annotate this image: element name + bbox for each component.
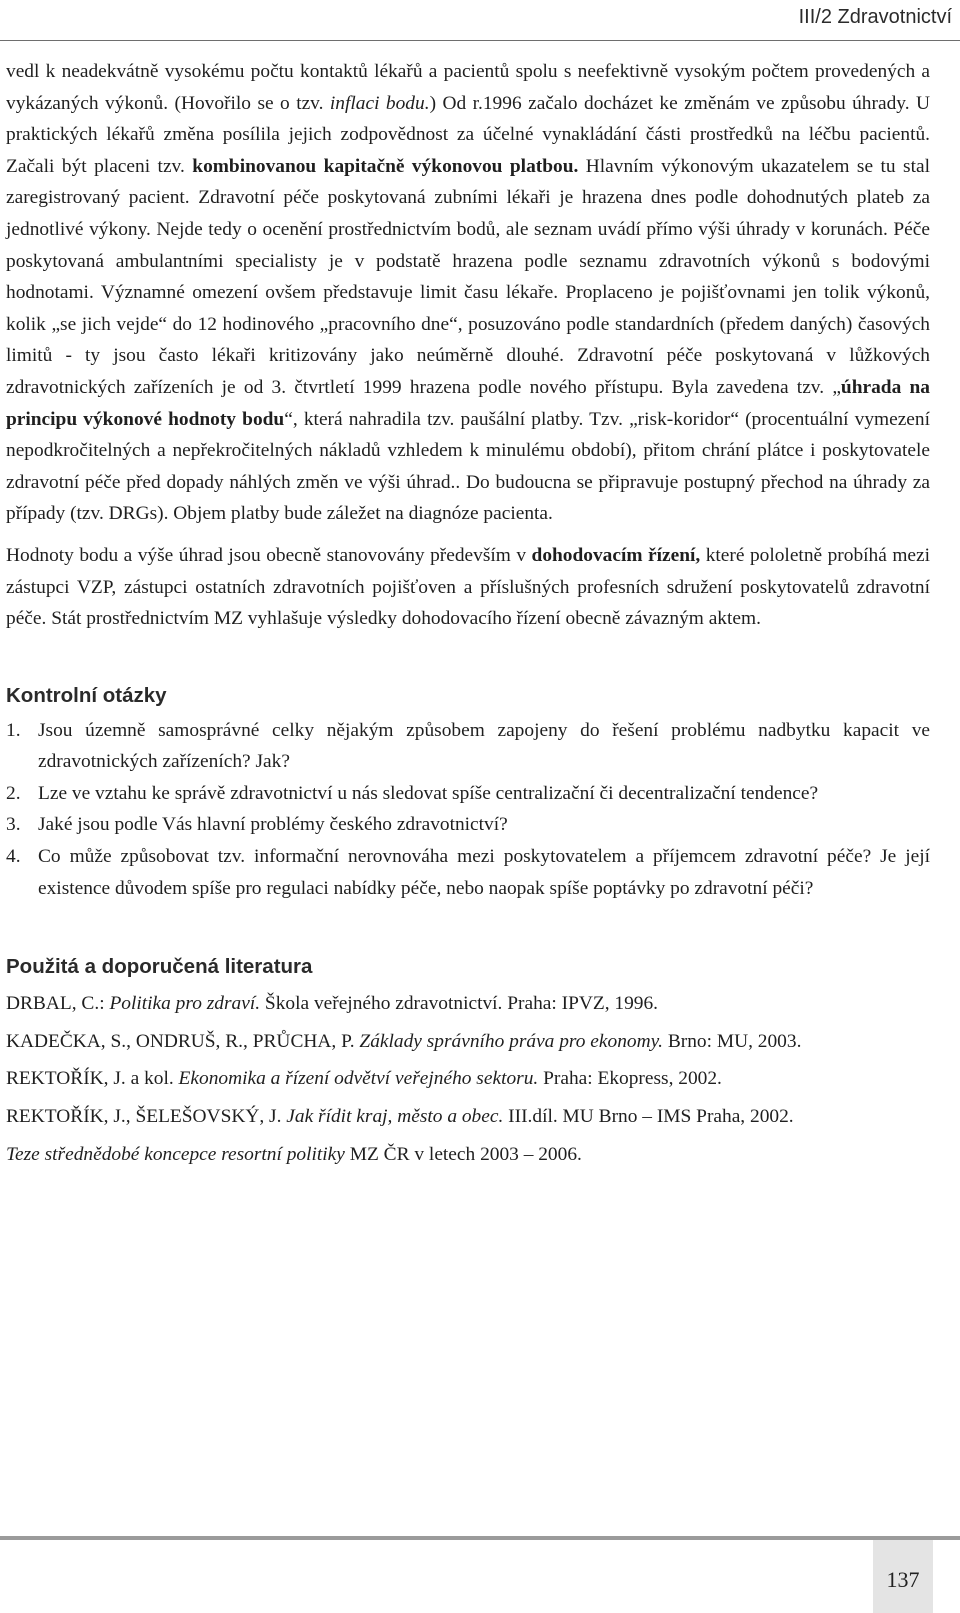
page-number: 137 bbox=[886, 1567, 920, 1592]
text-run: III.díl. MU Brno – IMS Praha, 2002. bbox=[503, 1106, 794, 1128]
question-number: 3. bbox=[6, 814, 21, 836]
page-header bbox=[0, 0, 960, 42]
page-number-box bbox=[873, 1540, 933, 1613]
question-item bbox=[6, 778, 930, 810]
reference-list bbox=[6, 988, 930, 1170]
reference-item bbox=[6, 1101, 930, 1133]
question-text: Jsou územně samosprávné celky nějakým způsobem zapojeny do řešení problému nadbytku kapacit ve zdravotnických zařízeních? Jak? bbox=[38, 719, 930, 773]
text-run: DRBAL, C.: bbox=[6, 993, 110, 1015]
reference-item bbox=[6, 1063, 930, 1095]
text-run: REKTOŘÍK, J., ŠELEŠOVSKÝ, J. bbox=[6, 1106, 287, 1128]
text-run: KADEČKA, S., ONDRUŠ, R., PRŮCHA, P. bbox=[6, 1030, 360, 1052]
section-heading-literature: Použitá a doporučená literatura bbox=[6, 955, 313, 979]
section-heading-questions: Kontrolní otázky bbox=[6, 683, 167, 707]
question-number: 2. bbox=[6, 782, 21, 804]
italic-text-run: Základy správního práva pro ekonomy. bbox=[359, 1030, 663, 1052]
text-run: vedl k neadekvátně vysokému počtu kontaktů lékařů a pacientů spolu s neefektivně vysokým počtem provedených a vykázaných výkonů. (Hovořilo se o tzv. bbox=[6, 61, 930, 114]
reference-item bbox=[6, 988, 930, 1020]
reference-item bbox=[6, 1026, 930, 1058]
text-run: MZ ČR v letech 2003 – 2006. bbox=[344, 1143, 582, 1165]
question-number: 1. bbox=[6, 719, 21, 741]
text-run: Hodnoty bodu a výše úhrad jsou obecně stanovovány především v bbox=[6, 544, 532, 566]
question-item bbox=[6, 809, 930, 841]
text-run: ) Od r.1996 začalo docházet ke změnám ve způsobu úhrady. U praktických lékařů změna posílila jejich zodpovědnost za účelné vynakládání části prostředků na léčbu pacientů. Začali být placeni tzv. bbox=[6, 92, 930, 177]
bold-text-run: kombinovanou kapitačně výkonovou platbou. bbox=[192, 155, 579, 177]
running-header-title: III/2 Zdravotnictví bbox=[798, 6, 952, 28]
text-run: Praha: Ekopress, 2002. bbox=[538, 1068, 722, 1090]
page-content bbox=[6, 56, 930, 1176]
body-paragraph-2 bbox=[6, 540, 930, 635]
italic-text-run: Politika pro zdraví. bbox=[109, 993, 261, 1015]
footer-rule bbox=[0, 1536, 960, 1540]
italic-text-run: Jak řídit kraj, město a obec. bbox=[286, 1106, 504, 1128]
italic-text-run: inflaci bodu. bbox=[329, 92, 430, 114]
question-number: 4. bbox=[6, 846, 21, 868]
question-list bbox=[6, 715, 930, 905]
header-rule bbox=[0, 40, 960, 41]
text-run: Brno: MU, 2003. bbox=[662, 1030, 802, 1052]
text-run: Škola veřejného zdravotnictví. Praha: IPVZ, 1996. bbox=[260, 993, 659, 1015]
question-item bbox=[6, 715, 930, 778]
text-run: “, která nahradila tzv. paušální platby. Tzv. „risk-koridor“ (procentuální vymezení nepodkročitelných a nepřekročitelných nákladů vzhledem k minulému období), přitom chrání plátce i poskytovatele zdravotní péče před dopady náhlých změn ve výši úhrad.. Do budoucna se připravuje postupný přechod na úhrady za případy (tzv. DRGs). Objem platby bude záležet na diagnóze pacienta. bbox=[6, 408, 931, 525]
reference-item bbox=[6, 1139, 930, 1171]
bold-text-run: dohodovacím řízení, bbox=[531, 544, 701, 566]
question-text: Jaké jsou podle Vás hlavní problémy českého zdravotnictví? bbox=[38, 814, 508, 836]
italic-text-run: Teze střednědobé koncepce resortní politiky bbox=[6, 1143, 345, 1165]
text-run: REKTOŘÍK, J. a kol. bbox=[6, 1068, 179, 1090]
question-item bbox=[6, 841, 930, 904]
question-text: Lze ve vztahu ke správě zdravotnictví u nás sledovat spíše centralizační či decentralizační tendence? bbox=[38, 782, 819, 804]
question-text: Co může způsobovat tzv. informační nerovnováha mezi poskytovatelem a příjemcem zdravotní péče? Je její existence důvodem spíše pro regulaci nabídky péče, nebo naopak spíše poptávky po zdravotní péči? bbox=[38, 846, 930, 899]
bold-text-run: úhrada na principu výkonové hodnoty bodu bbox=[6, 376, 930, 430]
italic-text-run: Ekonomika a řízení odvětví veřejného sektoru. bbox=[178, 1068, 539, 1090]
text-run: které pololetně probíhá mezi zástupci VZP, zástupci ostatních zdravotních pojišťoven a příslušných profesních sdružení poskytovatelů zdravotní péče. Stát prostřednictvím MZ vyhlašuje výsledky dohodovacího řízení obecně závazným aktem. bbox=[6, 544, 931, 630]
text-run: Hlavním výkonovým ukazatelem se tu stal zaregistrovaný pacient. Zdravotní péče poskytovaná zubními lékaři je hrazena dnes podle dohodnutých plateb za jednotlivé výkony. Nejde tedy o ocenění prostřednictvím bodů, ale seznam uvádí přímo výši úhrady v korunách. Péče poskytovaná ambulantními specialisty je v podstatě hrazena podle seznamu zdravotních výkonů s bodovými hodnotami. Významné omezení ovšem představuje limit času lékaře. Proplaceno je pojišťovnami jen tolik výkonů, kolik „se jich vejde“ do 12 hodinového „pracovního dne“, posuzováno podle standardních (předem daných) časových limitů - ty jsou často lékaři kritizovány jako neúměrně dlouhé. Zdravotní péče poskytovaná v lůžkových zdravotnických zařízeních je od 3. čtvrtletí 1999 hrazena podle nového přístupu. Byla zavedena tzv. „ bbox=[6, 155, 930, 398]
body-paragraph-1 bbox=[6, 56, 930, 530]
